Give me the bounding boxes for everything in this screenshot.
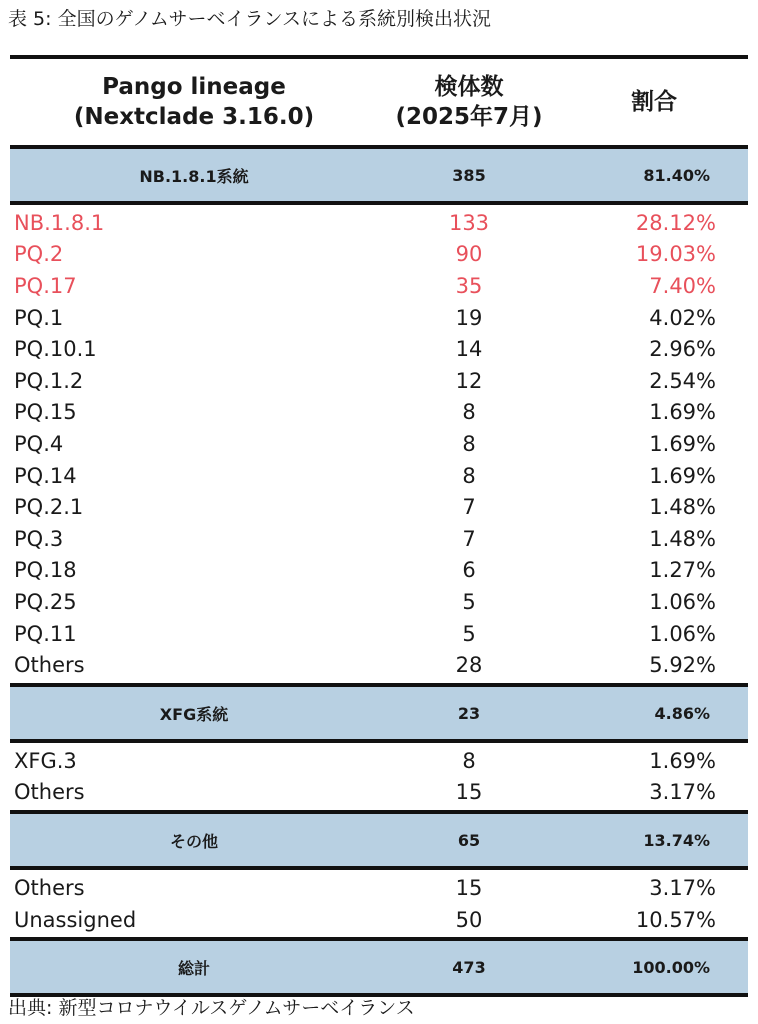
lineage-percent: 1.06%	[649, 621, 716, 646]
group-bottom-rule	[10, 739, 748, 743]
lineage-percent: 1.69%	[649, 400, 716, 425]
lineage-percent: 5.92%	[649, 653, 716, 678]
header-count	[374, 59, 564, 145]
group-bottom-rule	[10, 201, 748, 205]
group-name: NB.1.8.1系統	[139, 166, 249, 186]
lineage-count: 15	[455, 875, 483, 900]
group-percent: 81.40%	[643, 165, 710, 185]
header-percent-label: 割合	[631, 89, 677, 115]
group-name: その他	[169, 831, 218, 851]
lineage-percent: 1.48%	[649, 526, 716, 551]
lineage-percent: 19.03%	[635, 242, 716, 267]
lineage-count: 8	[462, 748, 476, 773]
lineage-name: PQ.17	[14, 273, 77, 298]
lineage-count: 19	[455, 305, 483, 330]
lineage-count: 8	[462, 463, 476, 488]
group-name: XFG系統	[159, 704, 229, 724]
lineage-count: 14	[455, 337, 483, 362]
group-name: 総計	[177, 958, 210, 978]
group-count: 65	[457, 830, 481, 850]
lineage-name: NB.1.8.1	[14, 210, 105, 235]
group-percent: 4.86%	[654, 703, 710, 723]
lineage-name: Unassigned	[14, 907, 137, 932]
lineage-count: 35	[455, 273, 483, 298]
lineage-count: 50	[455, 907, 483, 932]
table-row	[10, 428, 748, 460]
lineage-count: 5	[462, 589, 476, 614]
table-row	[10, 523, 748, 555]
group-count: 23	[457, 703, 481, 723]
header-lineage-line2: (Nextclade 3.16.0)	[73, 104, 315, 130]
table-header-row	[10, 59, 748, 145]
group-percent: 13.74%	[643, 830, 710, 850]
table-row	[10, 239, 748, 271]
table-row	[10, 270, 748, 302]
header-count-line1: 検体数	[434, 74, 504, 100]
lineage-name: PQ.18	[14, 558, 77, 583]
lineage-name: PQ.25	[14, 589, 77, 614]
lineage-percent: 3.17%	[649, 780, 716, 805]
table-row	[10, 302, 748, 334]
lineage-percent: 2.96%	[649, 337, 716, 362]
lineage-name: Others	[14, 653, 85, 678]
lineage-count: 5	[462, 621, 476, 646]
lineage-count: 6	[462, 558, 476, 583]
lineage-count: 8	[462, 431, 476, 456]
table-row	[10, 777, 748, 809]
lineage-name: PQ.14	[14, 463, 77, 488]
lineage-percent: 4.02%	[649, 305, 716, 330]
lineage-name: PQ.15	[14, 400, 77, 425]
lineage-name: PQ.4	[14, 431, 64, 456]
header-lineage	[14, 59, 374, 145]
table-row	[10, 460, 748, 492]
table-row	[10, 397, 748, 429]
lineage-percent: 1.69%	[649, 431, 716, 456]
lineage-name: PQ.11	[14, 621, 77, 646]
table-row	[10, 207, 748, 239]
lineage-percent: 2.54%	[649, 368, 716, 393]
group-count: 473	[452, 957, 486, 977]
lineage-name: XFG.3	[14, 748, 77, 773]
lineage-count: 133	[448, 210, 490, 235]
lineage-percent: 7.40%	[649, 273, 716, 298]
lineage-name: PQ.2.1	[14, 495, 84, 520]
table-row	[10, 649, 748, 681]
table-row	[10, 333, 748, 365]
lineage-count: 7	[462, 495, 476, 520]
lineage-count: 28	[455, 653, 483, 678]
lineage-percent: 1.48%	[649, 495, 716, 520]
header-count-line2: (2025年7月)	[395, 104, 543, 130]
lineage-count: 8	[462, 400, 476, 425]
source-note: 出典: 新型コロナウイルスゲノムサーベイランス	[8, 997, 415, 1019]
lineage-percent: 3.17%	[649, 875, 716, 900]
lineage-count: 15	[455, 780, 483, 805]
group-row	[10, 687, 748, 739]
table-row	[10, 555, 748, 587]
table-row	[10, 365, 748, 397]
lineage-name: PQ.1.2	[14, 368, 84, 393]
table-row	[10, 904, 748, 936]
lineage-percent: 10.57%	[635, 907, 716, 932]
group-bottom-rule	[10, 866, 748, 870]
lineage-percent: 1.27%	[649, 558, 716, 583]
lineage-count: 7	[462, 526, 476, 551]
lineage-percent: 28.12%	[635, 210, 716, 235]
lineage-percent: 1.69%	[649, 748, 716, 773]
table-row	[10, 872, 748, 904]
lineage-name: PQ.2	[14, 242, 64, 267]
total-row	[10, 941, 748, 993]
group-row	[10, 149, 748, 201]
table-caption: 表 5: 全国のゲノムサーベイランスによる系統別検出状況	[8, 8, 491, 30]
lineage-name: PQ.3	[14, 526, 64, 551]
lineage-percent: 1.06%	[649, 589, 716, 614]
lineage-count: 12	[455, 368, 483, 393]
lineage-count: 90	[455, 242, 483, 267]
lineage-name: Others	[14, 780, 85, 805]
lineage-name: PQ.10.1	[14, 337, 97, 362]
header-lineage-line1: Pango lineage	[102, 74, 286, 100]
table-row	[10, 745, 748, 777]
group-percent: 100.00%	[632, 957, 710, 977]
table-row	[10, 586, 748, 618]
table-row	[10, 618, 748, 650]
table-row	[10, 491, 748, 523]
header-percent	[564, 59, 744, 145]
lineage-name: Others	[14, 875, 85, 900]
group-row	[10, 814, 748, 866]
lineage-name: PQ.1	[14, 305, 64, 330]
lineage-percent: 1.69%	[649, 463, 716, 488]
group-count: 385	[452, 165, 486, 185]
